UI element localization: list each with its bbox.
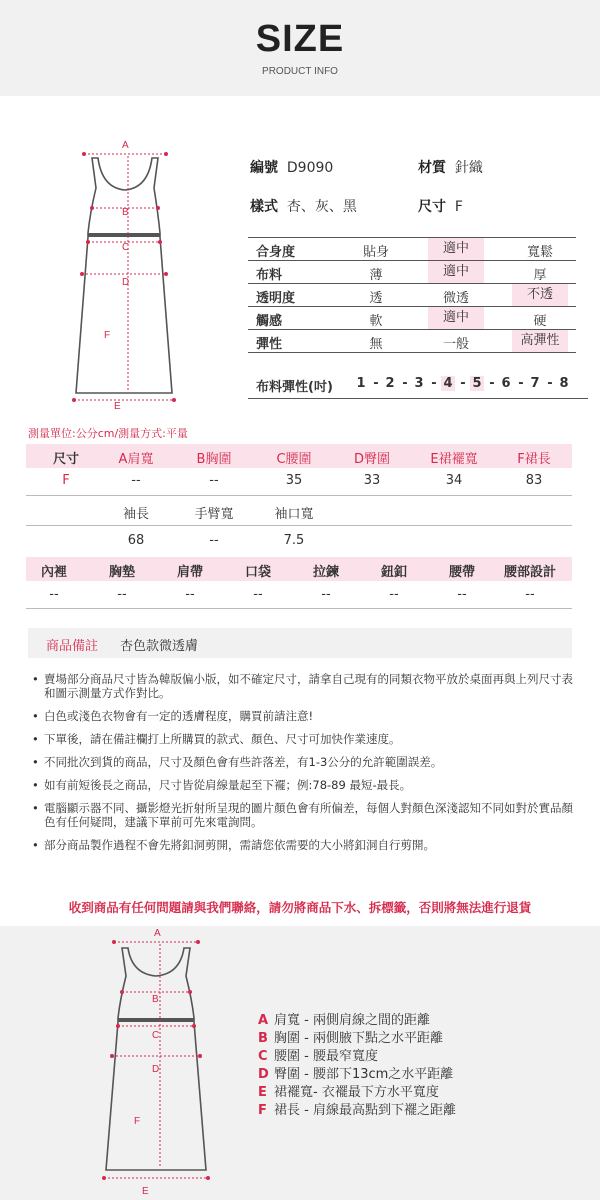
attr-option: 貼身: [362, 245, 389, 260]
measure-header-row-2: [26, 499, 572, 523]
legend-text: 胸圍 - 兩側腋下點之水平距離: [274, 1031, 443, 1046]
elasticity-sep: -: [489, 376, 495, 391]
return-warning: 收到商品有任何問題請與我們聯絡，請勿將商品下水、拆標籤，否則將無法進行退貨: [68, 900, 532, 915]
legend-text: 裙襬寬- 衣襬最下方水平寬度: [274, 1085, 439, 1100]
notice-item: • 下單後，請在備註欄打上所購買的款式、顏色、尺寸可加快作業速度。: [32, 732, 580, 746]
notice-item: • 不同批次到貨的商品，尺寸及顏色會有些許落差，有1-3公分的允許範圍誤差。: [32, 755, 580, 769]
attr-option: 無: [369, 337, 383, 352]
measure-header-2: 手臂寬: [194, 507, 234, 522]
material-info: [418, 157, 483, 177]
diagram2-label-a: A: [154, 928, 161, 939]
legend-key: A: [258, 1013, 269, 1028]
measure-value: F: [62, 473, 70, 488]
feature-value: --: [457, 587, 467, 602]
attr-option: 透: [369, 291, 383, 306]
attr-label: 合身度: [256, 245, 296, 260]
notice-item: • 白色或淺色衣物會有一定的透膚程度，購買前請注意!: [32, 709, 580, 723]
diagram2-label-c: C: [152, 1030, 160, 1041]
diagram-label-b: B: [122, 207, 129, 218]
notice-item: • 賣場部分商品尺寸皆為韓版偏小版，如不確定尺寸，請拿自己現有的同類衣物平放於桌面再與上列尺寸表和圖示測量方式作對比。: [32, 672, 580, 700]
feature-value: --: [49, 587, 59, 602]
diagram-label-f: F: [104, 330, 111, 341]
feature-header: 內裡: [40, 565, 67, 580]
page-subtitle: PRODUCT INFO: [262, 66, 338, 77]
attr-option: 一般: [442, 337, 469, 352]
attr-option: 不透: [512, 284, 568, 306]
legend-key: E: [258, 1085, 267, 1100]
measure-header: A肩寬: [118, 452, 154, 467]
elasticity-rule: [248, 398, 588, 399]
measurement-legend: [258, 1012, 456, 1120]
measure-value: 34: [445, 473, 463, 488]
feature-value: --: [389, 587, 399, 602]
attr-row: [248, 330, 576, 353]
elasticity-step: 8: [559, 376, 569, 391]
measure-value: --: [131, 473, 141, 488]
measure-header: B胸圍: [196, 452, 232, 467]
attr-option: 軟: [369, 314, 383, 329]
elasticity-sep: -: [431, 376, 437, 391]
elasticity-sep: -: [547, 376, 553, 391]
notice-item: • 電腦顯示器不同、攝影燈光折射所呈現的圖片顏色會有所偏差，每個人對顏色深淺認知不同如對於實品顏色有任何疑問，建議下單前可先來電詢問。: [32, 801, 580, 829]
elasticity-step: 5: [470, 376, 484, 391]
measure-value-row: [26, 469, 572, 493]
elasticity-sep: -: [518, 376, 524, 391]
feature-header: 腰帶: [448, 565, 475, 580]
measure-value: 83: [525, 473, 543, 488]
measure-rule-1: [26, 495, 572, 496]
measure-value: --: [209, 473, 219, 488]
elasticity-label: 布料彈性(吋): [256, 380, 333, 395]
diagram-label-d: D: [122, 277, 130, 288]
measure-value-row-2: [26, 529, 572, 553]
feature-value-row: [26, 583, 572, 607]
elasticity-scale: [354, 372, 590, 396]
attr-option: 薄: [369, 268, 383, 283]
size-info: [418, 196, 463, 216]
feature-header: 腰部設計: [503, 565, 556, 580]
diagram-label-e: E: [114, 401, 121, 412]
attr-option: 適中: [428, 307, 484, 329]
measure-header-row: [26, 444, 572, 468]
attr-label: 透明度: [256, 291, 296, 306]
feature-header: 鈕釦: [380, 565, 407, 580]
measure-rule-2: [26, 525, 572, 526]
attr-row: [248, 238, 576, 261]
legend-item: [258, 1048, 456, 1066]
measure-header: E裙襬寬: [430, 452, 478, 467]
legend-text: 腰圍 - 腰最窄寬度: [274, 1049, 378, 1064]
elasticity-step: 1: [356, 376, 366, 391]
feature-header-row: [26, 557, 572, 581]
material-label: 材質: [418, 160, 446, 176]
attr-option: 適中: [428, 238, 484, 260]
feature-header: 胸墊: [108, 565, 135, 580]
measure-rule-3: [26, 608, 572, 609]
note-label: 商品備註: [46, 639, 99, 654]
legend-text: 裙長 - 肩線最高點到下襬之距離: [274, 1103, 456, 1118]
elasticity-sep: -: [402, 376, 408, 391]
elasticity-step: 3: [414, 376, 424, 391]
attr-option: 寬鬆: [526, 245, 553, 260]
notice-item: • 如有前短後長之商品，尺寸皆從肩線量起至下襬；例:78-89 最短-最長。: [32, 778, 580, 792]
code-label: 編號: [250, 160, 278, 176]
diagram2-label-e: E: [142, 1186, 149, 1197]
elasticity-step: 2: [385, 376, 395, 391]
attr-option: 厚: [533, 268, 547, 283]
legend-key: B: [258, 1031, 268, 1046]
legend-text: 臀圍 - 腰部下13cm之水平距離: [274, 1067, 454, 1082]
diagram2-label-d: D: [152, 1064, 160, 1075]
attr-label: 布料: [256, 268, 283, 283]
measure-header: 尺寸: [52, 452, 79, 467]
feature-header: 拉鍊: [312, 565, 339, 580]
unit-note: 測量單位:公分cm/測量方式:平量: [28, 427, 188, 440]
attr-option: 高彈性: [512, 330, 568, 352]
measure-header-2: 袖口寬: [274, 507, 314, 522]
elasticity-step: 7: [530, 376, 540, 391]
attr-option: 硬: [533, 314, 547, 329]
attr-option: 微透: [442, 291, 469, 306]
attr-label: 彈性: [256, 337, 283, 352]
attr-row: [248, 307, 576, 330]
elasticity-sep: -: [460, 376, 466, 391]
measure-value-2: 68: [127, 533, 145, 548]
legend-key: C: [258, 1049, 268, 1064]
legend-item: [258, 1102, 456, 1120]
measure-header: D臀圍: [353, 452, 390, 467]
size-label: 尺寸: [418, 199, 446, 215]
code-value: D9090: [286, 160, 334, 176]
attr-row: [248, 261, 576, 284]
feature-value: --: [117, 587, 127, 602]
feature-header: 肩帶: [176, 565, 203, 580]
notice-list: [32, 672, 580, 861]
attr-option: 適中: [428, 261, 484, 283]
attr-label: 觸感: [256, 314, 283, 329]
material-value: 針織: [454, 160, 483, 176]
feature-value: --: [185, 587, 195, 602]
attr-row: [248, 284, 576, 307]
elasticity-sep: -: [373, 376, 379, 391]
page-title: SIZE: [255, 18, 345, 60]
style-value: 杏、灰、黑: [286, 199, 357, 215]
elasticity-step: 4: [441, 376, 455, 391]
legend-key: F: [258, 1103, 267, 1118]
feature-value: --: [321, 587, 331, 602]
measure-header: C腰圍: [276, 452, 312, 467]
diagram-label-a: A: [122, 140, 129, 151]
measure-header-2: 袖長: [122, 507, 149, 522]
dress-diagram-top: [70, 138, 180, 413]
diagram-label-c: C: [122, 242, 130, 253]
legend-item: [258, 1066, 456, 1084]
diagram2-label-b: B: [152, 994, 159, 1005]
legend-item: [258, 1030, 456, 1048]
diagram2-label-f: F: [134, 1116, 141, 1127]
measure-value-2: 7.5: [283, 533, 305, 548]
size-value: F: [454, 199, 463, 215]
legend-item: [258, 1084, 456, 1102]
measure-value: 35: [285, 473, 303, 488]
code-info: [250, 157, 333, 177]
style-info: [250, 196, 357, 216]
notice-item: • 部分商品製作過程不會先將釦洞剪開，需請您依需要的大小將釦洞自行剪開。: [32, 838, 580, 852]
measure-value: 33: [363, 473, 381, 488]
legend-key: D: [258, 1067, 269, 1082]
feature-value: --: [253, 587, 263, 602]
measure-value-2: --: [209, 533, 219, 548]
elasticity-step: 6: [501, 376, 511, 391]
feature-header: 口袋: [244, 565, 271, 580]
legend-item: [258, 1012, 456, 1030]
note-value: 杏色款微透膚: [120, 639, 199, 654]
feature-value: --: [525, 587, 535, 602]
dress-diagram-bottom: [98, 928, 214, 1190]
product-note: [28, 628, 572, 658]
measure-header: F裙長: [517, 452, 551, 467]
style-label: 樣式: [250, 199, 278, 215]
legend-text: 肩寬 - 兩側肩線之間的距離: [274, 1013, 430, 1028]
